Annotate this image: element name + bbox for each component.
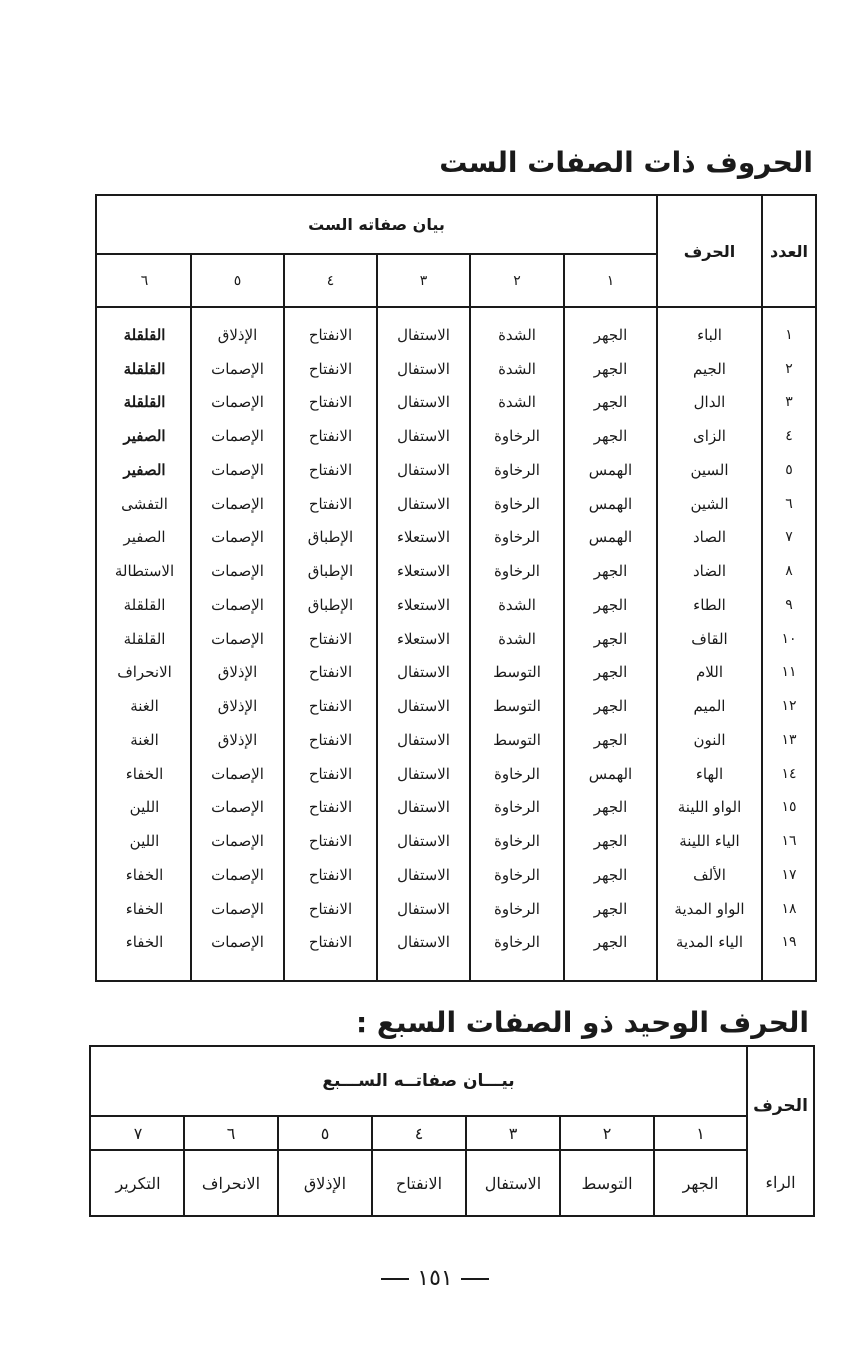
trait-cell: الانفتاح	[308, 798, 353, 817]
trait-cell: الرخاوة	[494, 764, 540, 783]
row-letter: الألف	[693, 865, 726, 884]
trait-cell: الاستطالة	[114, 562, 175, 581]
col-number: ٥	[233, 272, 242, 289]
trait-cell: الإصمات	[211, 832, 264, 851]
trait-cell: القلقلة	[123, 595, 166, 614]
row-count: ١	[785, 326, 793, 343]
trait-cell: الاستفال	[397, 730, 450, 749]
trait-cell: الإصمات	[211, 899, 264, 918]
col-number: ٤	[326, 272, 335, 289]
row-count: ٢	[785, 360, 793, 377]
trait-cell: الانفتاح	[308, 460, 353, 479]
trait-cell: الاستعلاء	[396, 629, 451, 648]
trait-cell: الرخاوة	[494, 562, 540, 581]
trait-cell: القلقلة	[123, 359, 166, 378]
trait-cell: الانحراف	[117, 663, 172, 682]
trait-cell: الرخاوة	[494, 798, 540, 817]
trait-cell: الانفتاح	[308, 832, 353, 851]
trait-cell: الاستفال	[397, 663, 450, 682]
trait-cell: الإذلاق	[217, 697, 258, 716]
trait-cell: الاستفال	[397, 798, 450, 817]
row-letter: الجيم	[693, 359, 726, 378]
trait-cell: الاستفال	[397, 393, 450, 412]
trait-cell: الشدة	[498, 595, 536, 614]
trait-cell: الإطباق	[307, 528, 354, 547]
trait-cell: الإصمات	[211, 427, 264, 446]
row-count: ١٣	[781, 731, 797, 748]
trait-cell: الإصمات	[211, 629, 264, 648]
trait-cell: الجهر	[593, 325, 628, 344]
row-letter: الواو اللينة	[677, 798, 742, 817]
trait-cell: الإصمات	[211, 933, 264, 952]
trait-cell: الإصمات	[211, 595, 264, 614]
trait-cell: الإصمات	[211, 460, 264, 479]
trait-cell: الاستفال	[397, 494, 450, 513]
trait-cell: الجهر	[593, 899, 628, 918]
trait-cell: الرخاوة	[494, 460, 540, 479]
row-count: ١١	[781, 664, 797, 681]
trait-cell: اللين	[129, 798, 160, 817]
row-count: ٨	[785, 563, 793, 580]
trait-cell: الانفتاح	[308, 697, 353, 716]
row-letter: الراء	[765, 1172, 796, 1192]
trait-cell: الانفتاح	[308, 764, 353, 783]
row-letter: الهاء	[695, 764, 724, 783]
row-letter: الباء	[697, 325, 722, 344]
trait-cell: الصفير	[123, 460, 166, 479]
trait-cell: الجهر	[593, 832, 628, 851]
trait-cell: الهمس	[588, 494, 633, 513]
trait-cell: الانفتاح	[308, 494, 353, 513]
row-count: ٤	[785, 428, 793, 445]
col-number: ٦	[140, 272, 149, 289]
trait-cell: الانفتاح	[308, 325, 353, 344]
trait-cell: القلقلة	[123, 393, 166, 412]
trait-cell: الجهر	[593, 427, 628, 446]
six-traits-table	[95, 194, 817, 982]
section-subtitle: الحرف الوحيد ذو الصفات السبع :	[355, 1006, 809, 1039]
trait-cell: الإصمات	[211, 764, 264, 783]
trait-cell: الاستفال	[397, 359, 450, 378]
trait-cell: الهمس	[588, 528, 633, 547]
trait-cell: الإصمات	[211, 359, 264, 378]
trait-cell: الاستفال	[397, 697, 450, 716]
trait-cell: الهمس	[588, 460, 633, 479]
trait-cell: الانفتاح	[308, 865, 353, 884]
trait-cell: الانفتاح	[308, 663, 353, 682]
row-letter: الضاد	[693, 562, 726, 581]
row-count: ١٩	[781, 934, 797, 951]
trait-cell: التفشى	[121, 494, 168, 513]
row-count: ١٠	[781, 630, 797, 647]
header-divider	[97, 306, 815, 308]
seven-traits-table	[89, 1045, 815, 1217]
trait-cell: الخفاء	[125, 764, 164, 783]
trait-cell: التوسط	[493, 730, 541, 749]
trait-cell: الانفتاح	[395, 1173, 443, 1193]
trait-cell: الاستفال	[397, 933, 450, 952]
trait-cell: الرخاوة	[494, 933, 540, 952]
trait-cell: الاستعلاء	[396, 562, 451, 581]
row-count: ٩	[785, 596, 793, 613]
traits-header: بيـــان صفاتــه الســـبع	[322, 1071, 515, 1091]
page-title: الحروف ذات الصفات الست	[439, 146, 813, 179]
row-letter: الزاى	[693, 427, 726, 446]
page-number-text: ١٥١	[417, 1266, 453, 1291]
traits-header: بيان صفاته الست	[308, 215, 445, 234]
trait-cell: الإصمات	[211, 393, 264, 412]
row-count: ٥	[785, 461, 793, 478]
row-count: ٦	[785, 495, 793, 512]
col-number: ٤	[414, 1123, 424, 1143]
col-number: ٦	[226, 1123, 236, 1143]
col-number: ٧	[133, 1123, 143, 1143]
col-number: ٣	[419, 272, 428, 289]
row-letter: النون	[693, 730, 726, 749]
col-number: ١	[606, 272, 615, 289]
trait-cell: الإطباق	[307, 595, 354, 614]
trait-cell: الإذلاق	[303, 1173, 347, 1193]
trait-cell: الجهر	[593, 697, 628, 716]
row-letter: الشين	[690, 494, 729, 513]
trait-cell: الجهر	[593, 595, 628, 614]
row-letter: الصاد	[693, 528, 726, 547]
trait-cell: الاستفال	[397, 427, 450, 446]
trait-cell: اللين	[129, 832, 160, 851]
letter-header: الحرف	[753, 1096, 808, 1116]
row-count: ١٨	[781, 900, 797, 917]
trait-cell: الإصمات	[211, 494, 264, 513]
trait-cell: الجهر	[593, 359, 628, 378]
trait-cell: الانفتاح	[308, 629, 353, 648]
trait-cell: الرخاوة	[494, 899, 540, 918]
trait-cell: الشدة	[498, 629, 536, 648]
trait-cell: الخفاء	[125, 933, 164, 952]
trait-cell: التوسط	[581, 1173, 633, 1193]
trait-cell: الخفاء	[125, 899, 164, 918]
row-count: ٣	[785, 394, 793, 411]
trait-cell: الرخاوة	[494, 865, 540, 884]
trait-cell: الخفاء	[125, 865, 164, 884]
row-letter: السين	[690, 460, 729, 479]
trait-cell: الهمس	[588, 764, 633, 783]
trait-cell: الاستعلاء	[396, 528, 451, 547]
trait-cell: الاستفال	[397, 764, 450, 783]
col-number: ٣	[508, 1123, 518, 1143]
count-header: العدد	[770, 241, 808, 261]
trait-cell: الرخاوة	[494, 427, 540, 446]
row-count: ١٦	[781, 833, 797, 850]
trait-cell: الاستفال	[397, 832, 450, 851]
col-number: ١	[696, 1123, 705, 1143]
letter-header: الحرف	[683, 241, 736, 261]
trait-cell: الاستفال	[397, 325, 450, 344]
trait-cell: الصفير	[123, 528, 166, 547]
trait-cell: التوسط	[493, 697, 541, 716]
trait-cell: الانفتاح	[308, 359, 353, 378]
trait-cell: الشدة	[498, 325, 536, 344]
trait-cell: الجهر	[593, 730, 628, 749]
row-letter: الواو المدية	[674, 899, 745, 918]
trait-cell: التكرير	[115, 1173, 161, 1193]
row-letter: الميم	[693, 697, 726, 716]
trait-cell: الجهر	[593, 865, 628, 884]
trait-cell: الاستفال	[484, 1173, 542, 1193]
trait-cell: الجهر	[593, 393, 628, 412]
page-number	[360, 1266, 510, 1291]
row-letter: الياء اللينة	[679, 832, 740, 851]
trait-cell: الاستفال	[397, 899, 450, 918]
trait-cell: الجهر	[682, 1173, 719, 1193]
trait-cell: الإصمات	[211, 562, 264, 581]
trait-cell: الانفتاح	[308, 427, 353, 446]
row-letter: الدال	[693, 393, 726, 412]
col-number: ٢	[602, 1123, 612, 1143]
col-number: ٥	[320, 1123, 330, 1143]
trait-cell: الانفتاح	[308, 730, 353, 749]
trait-cell: الشدة	[498, 359, 536, 378]
trait-cell: الرخاوة	[494, 528, 540, 547]
trait-cell: الإذلاق	[217, 730, 258, 749]
trait-cell: التوسط	[493, 663, 541, 682]
trait-cell: الانحراف	[201, 1173, 261, 1193]
trait-cell: الرخاوة	[494, 832, 540, 851]
trait-cell: الرخاوة	[494, 494, 540, 513]
trait-cell: الاستفال	[397, 865, 450, 884]
row-letter: الياء المدية	[675, 933, 744, 952]
dash-right	[381, 1278, 409, 1280]
trait-cell: الغنة	[130, 730, 159, 749]
row-letter: اللام	[696, 663, 723, 682]
row-count: ٧	[785, 529, 793, 546]
trait-cell: الإذلاق	[217, 663, 258, 682]
trait-cell: الاستعلاء	[396, 595, 451, 614]
row-count: ١٢	[781, 698, 797, 715]
trait-cell: الإصمات	[211, 528, 264, 547]
trait-cell: الغنة	[130, 697, 159, 716]
trait-cell: الإصمات	[211, 798, 264, 817]
dash-left	[461, 1278, 489, 1280]
trait-cell: القلقلة	[123, 325, 166, 344]
trait-cell: الشدة	[498, 393, 536, 412]
trait-cell: الانفتاح	[308, 393, 353, 412]
row-count: ١٥	[781, 799, 797, 816]
trait-cell: الجهر	[593, 933, 628, 952]
trait-cell: الصفير	[123, 427, 166, 446]
row-count: ١٧	[781, 866, 797, 883]
row-count: ١٤	[781, 765, 797, 782]
row-letter: القاف	[691, 629, 728, 648]
trait-cell: الإصمات	[211, 865, 264, 884]
trait-cell: الاستفال	[397, 460, 450, 479]
trait-cell: الجهر	[593, 629, 628, 648]
trait-cell: الانفتاح	[308, 933, 353, 952]
trait-cell: الجهر	[593, 562, 628, 581]
col-number: ٢	[513, 272, 521, 289]
trait-cell: الإذلاق	[217, 325, 258, 344]
trait-cell: القلقلة	[123, 629, 166, 648]
trait-cell: الانفتاح	[308, 899, 353, 918]
trait-cell: الإطباق	[307, 562, 354, 581]
trait-cell: الجهر	[593, 663, 628, 682]
row-letter: الطاء	[693, 595, 726, 614]
trait-cell: الجهر	[593, 798, 628, 817]
